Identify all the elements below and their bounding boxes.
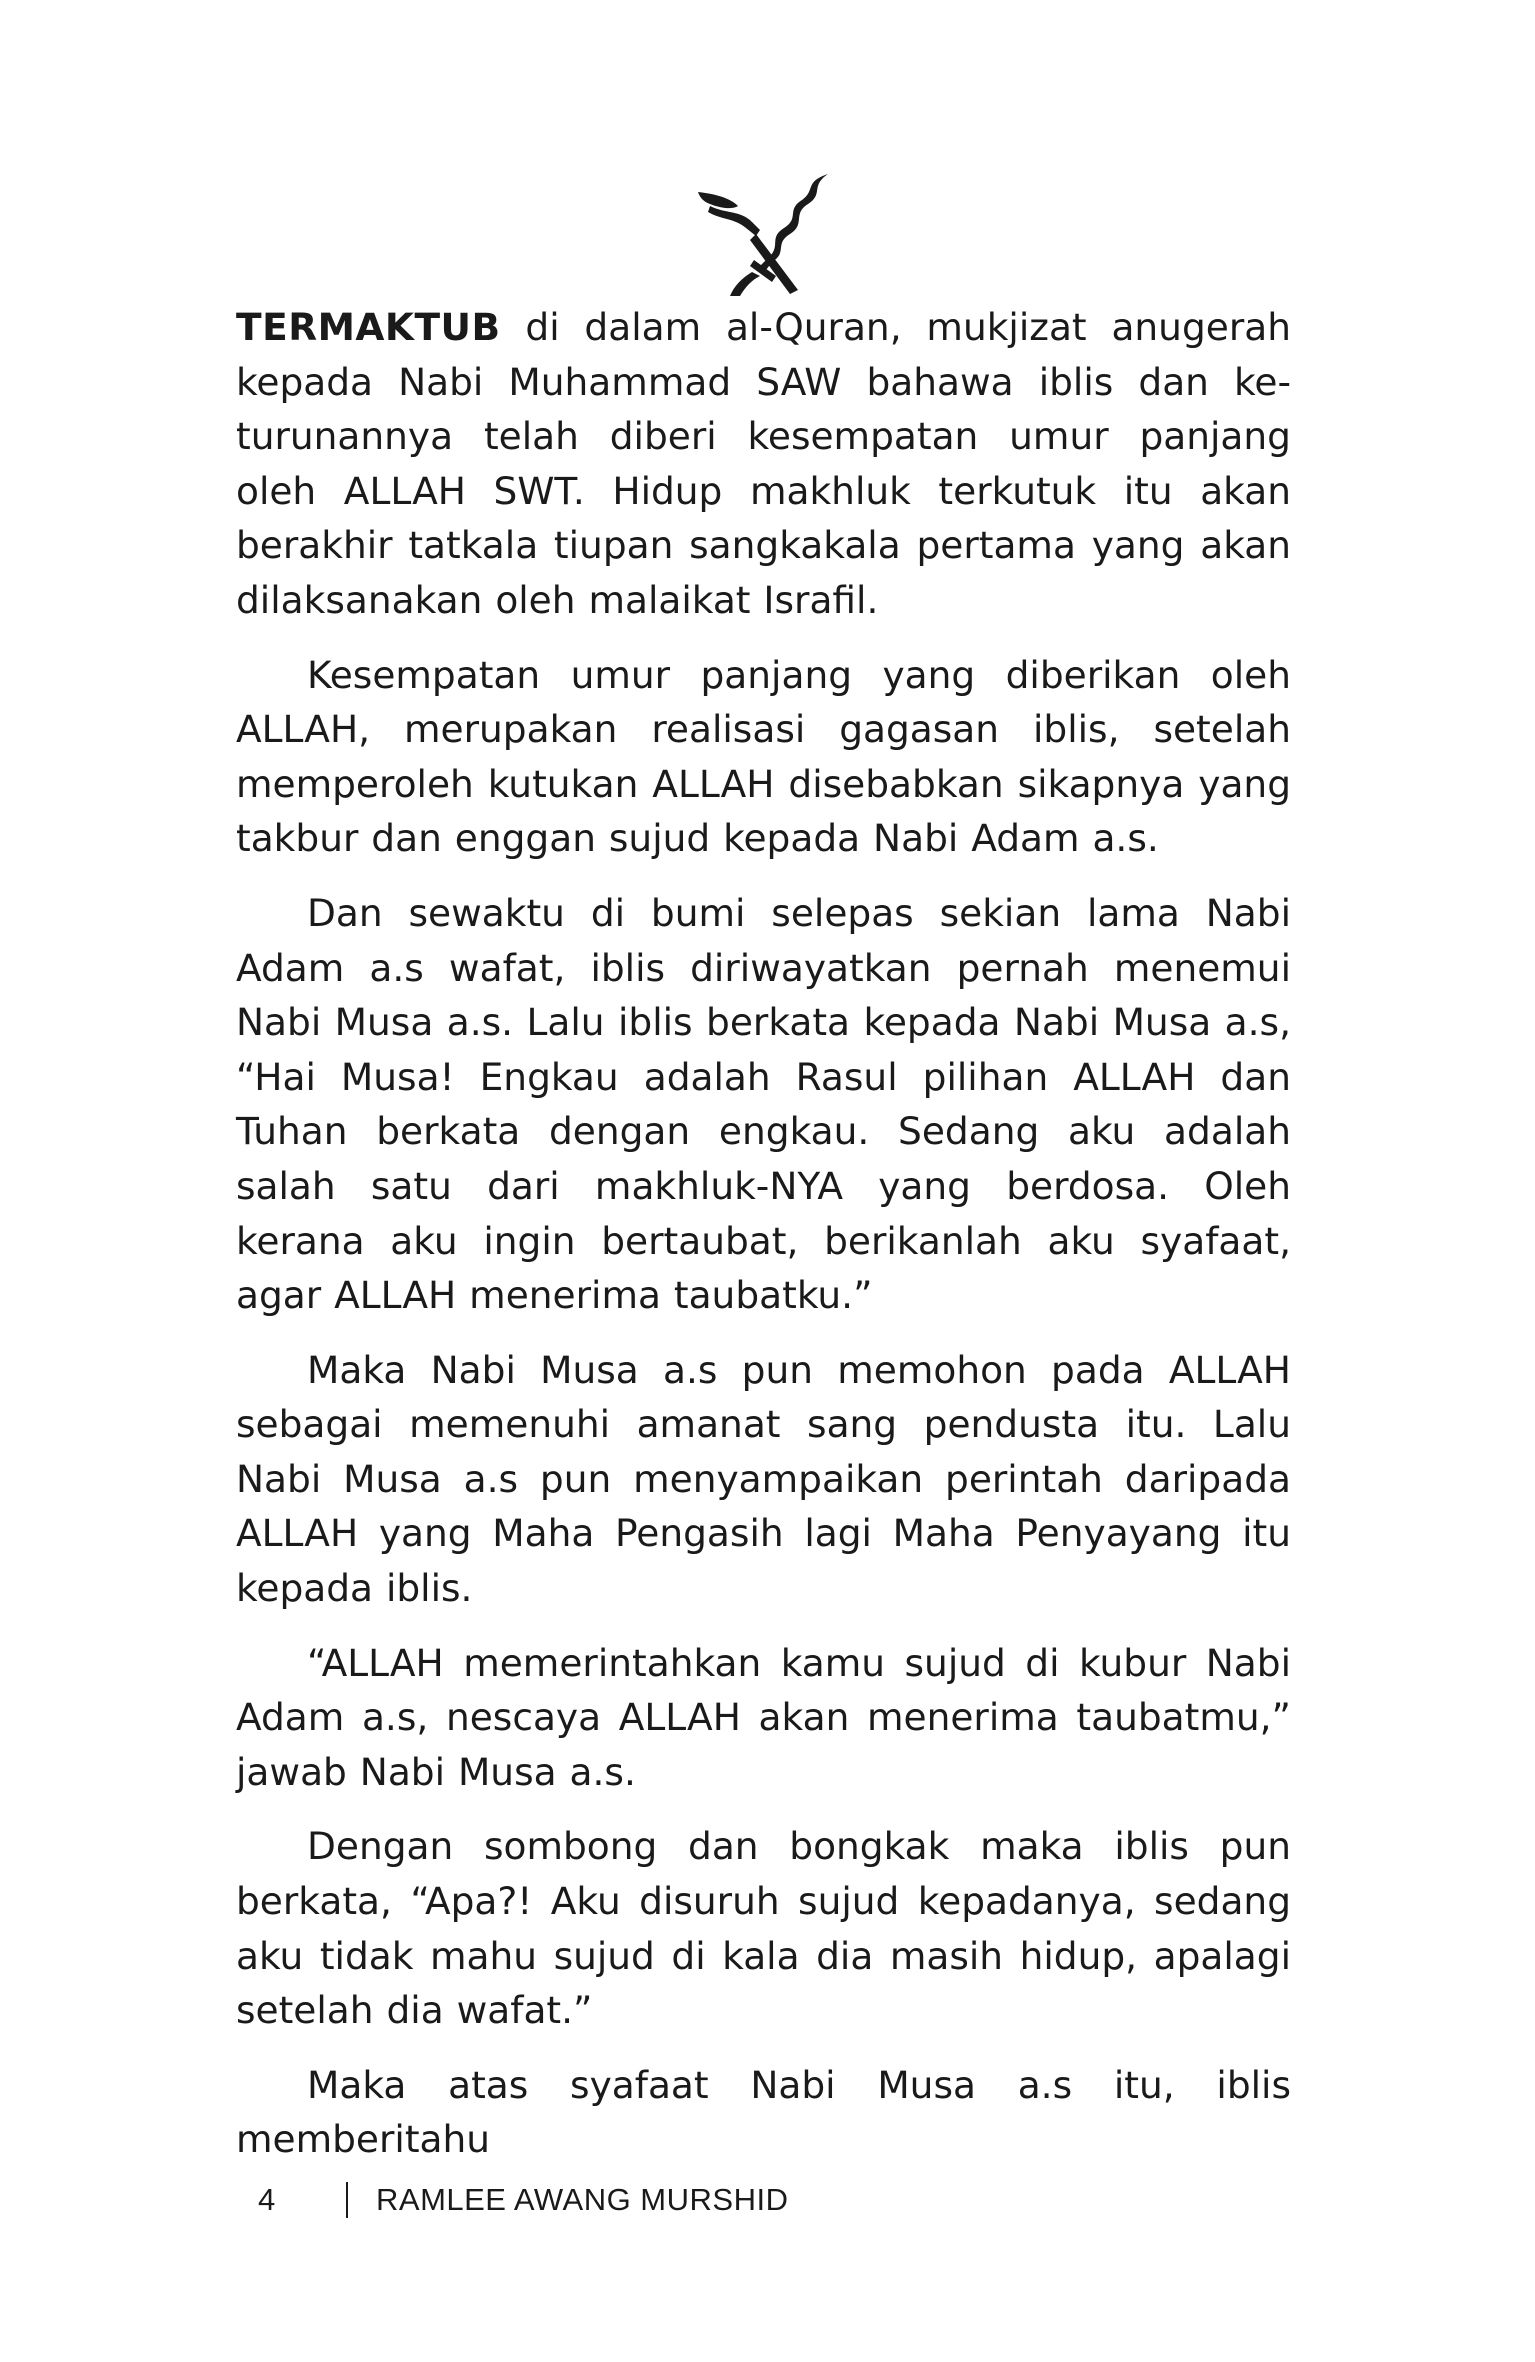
page-footer (258, 2180, 788, 2220)
paragraph-5: “ALLAH memerintahkan kamu sujud di kubur Nabi Adam a.s, nescaya ALLAH akan menerima taubatmu,” jawab Nabi Musa a.s. (236, 1640, 1291, 1794)
body-text (236, 300, 1291, 2187)
page-number: 4 (258, 2182, 276, 2217)
paragraph-7: Maka atas syafaat Nabi Musa a.s itu, iblis memberitahu (236, 2062, 1291, 2162)
paragraph-text: di dalam al-Quran, mukjizat anugerah kepada Nabi Muhammad SAW bahawa iblis dan ke-turunannya telah diberi kesempatan umur panjang oleh ALLAH SWT. Hidup makhluk terkutuk itu akan berakhir tatkala tiupan sangkakala pertama yang akan dilaksanakan oleh malaikat Israfil. (236, 305, 1291, 622)
paragraph-4: Maka Nabi Musa a.s pun memohon pada ALLAH sebagai memenuhi amanat sang pendusta itu. Lalu Nabi Musa a.s pun menyampaikan perintah daripada ALLAH yang Maha Pengasih lagi Maha Penyayang itu kepada iblis. (236, 1347, 1291, 1611)
paragraph-1 (236, 300, 1291, 628)
footer-author: RAMLEE AWANG MURSHID (376, 2182, 789, 2217)
crossed-keris-daggers-icon (690, 172, 840, 298)
paragraph-6: Dengan sombong dan bongkak maka iblis pun berkata, “Apa?! Aku disuruh sujud kepadanya, sedang aku tidak mahu sujud di kala dia masih hidup, apalagi setelah dia wafat.” (236, 1824, 1291, 2033)
footer-divider (346, 2182, 348, 2218)
paragraph-2: Kesempatan umur panjang yang diberikan oleh ALLAH, merupakan realisasi gagasan iblis, setelah memperoleh kutukan ALLAH disebabkan sikapnya yang takbur dan enggan sujud kepada Nabi Adam a.s. (236, 652, 1291, 861)
paragraph-lead-word: TERMAKTUB (236, 305, 501, 349)
paragraph-3: Dan sewaktu di bumi selepas sekian lama Nabi Adam a.s wafat, iblis diriwayatkan pernah menemui Nabi Musa a.s. Lalu iblis berkata kepada Nabi Musa a.s, “Hai Musa! Engkau adalah Rasul pilihan ALLAH dan Tuhan berkata dengan engkau. Sedang aku adalah salah satu dari makhluk-NYA yang berdosa. Oleh kerana aku ingin bertaubat, berikanlah aku syafaat, agar ALLAH menerima taubatku.” (236, 890, 1291, 1318)
